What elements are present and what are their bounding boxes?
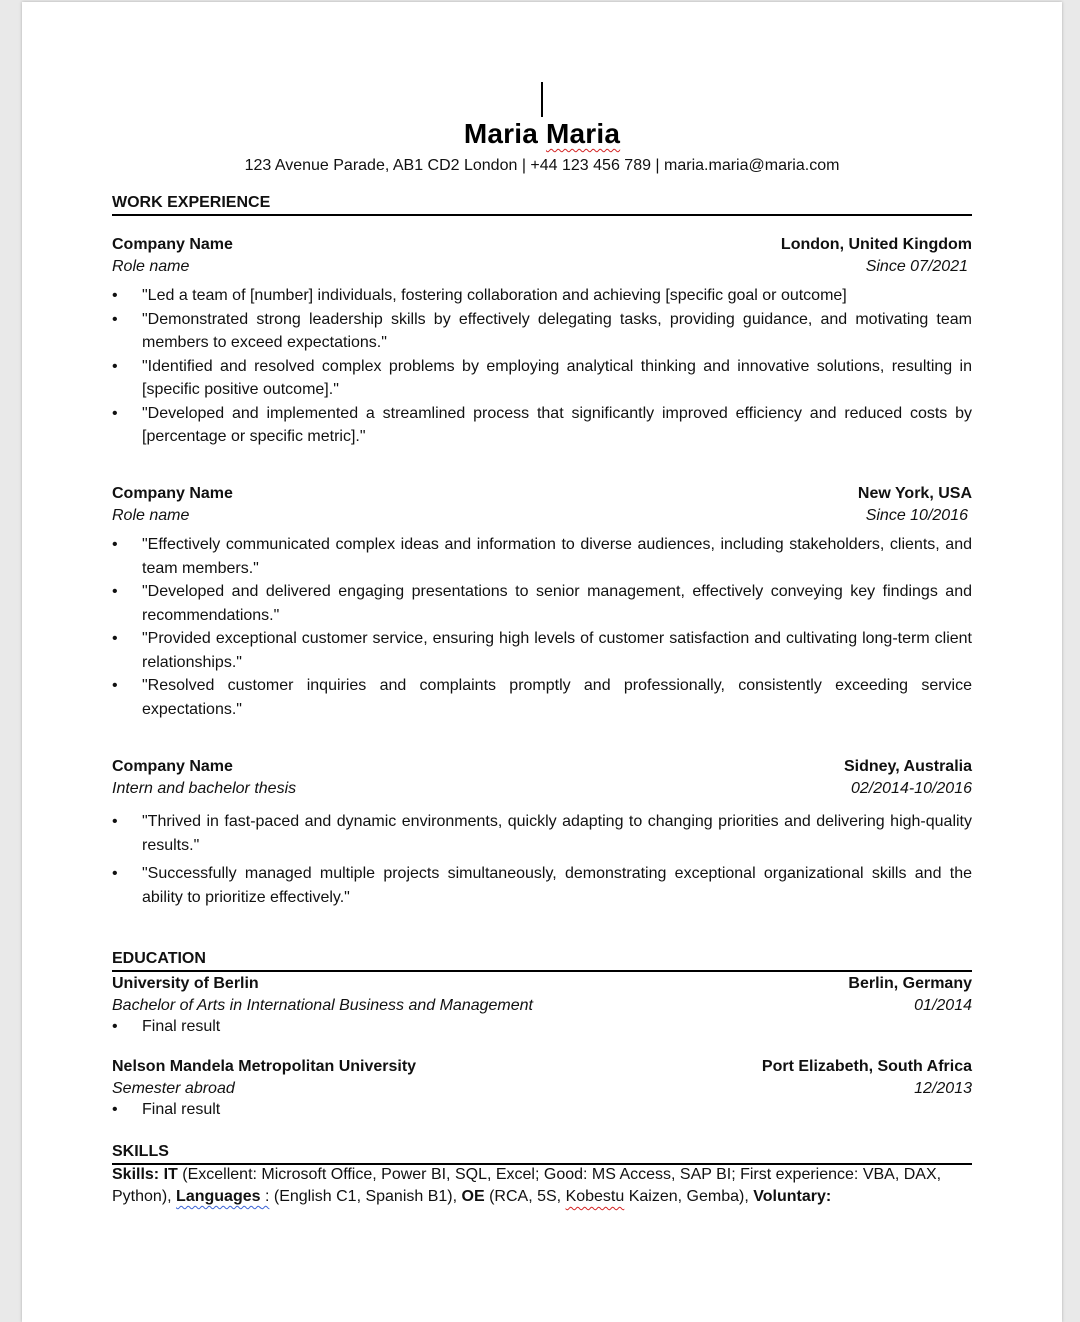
job-subheader [112,256,972,278]
school-subheader [112,995,972,1017]
section-title-skills: SKILLS [112,1143,972,1165]
job-role: Intern and bachelor thesis [112,780,297,797]
school-subheader [112,1078,972,1100]
name-first: Maria [463,118,538,149]
job-location: London, United Kingdom [780,236,972,253]
job-role: Role name [112,507,190,524]
skills-paragraph [112,1164,972,1208]
skills-it-label: IT [163,1166,178,1183]
job-bullets [112,284,972,449]
section-title-work: WORK EXPERIENCE [112,194,972,216]
job-header [112,756,972,778]
list-item: • Final result [112,1098,972,1122]
job-subheader [112,778,972,800]
school-location: Berlin, Germany [848,975,972,992]
name-last-spellcheck: Maria [545,118,621,149]
list-item: • "Provided exceptional customer service, ensuring high levels of customer satisfaction and cultivating long-term client relationships." [112,627,972,674]
contact-line: 123 Avenue Parade, AB1 CD2 London | +44 123 456 789 | maria.maria@maria.com [244,157,840,174]
skills-oe-text-b: Kaizen, Gemba), [628,1188,749,1205]
list-item: • "Developed and delivered engaging presentations to senior management, effectively conveying key findings and recommendations." [112,580,972,627]
job-bullets [112,810,972,910]
school-bullets [112,1015,972,1039]
job-location: Sidney, Australia [843,758,972,775]
school-date: 01/2014 [914,997,972,1014]
job-company: Company Name [112,758,233,775]
job-dates: Since 10/2016 [865,507,968,524]
list-item: • "Successfully managed multiple projects simultaneously, demonstrating exceptional organizational skills and the ability to prioritize effectively." [112,862,972,910]
job-company: Company Name [112,236,233,253]
school-location: Port Elizabeth, South Africa [761,1058,972,1075]
job-subheader [112,505,972,527]
list-item: • "Developed and implemented a streamlined process that significantly improved efficiency and reduced costs by [percentage or specific metric]." [112,402,972,449]
job-bullets [112,533,972,721]
school-bullets [112,1098,972,1122]
list-item: • "Led a team of [number] individuals, fostering collaboration and achieving [specific goal or outcome] [112,284,972,308]
school-degree: Bachelor of Arts in International Business and Management [112,997,533,1014]
list-item: • "Identified and resolved complex problems by employing analytical thinking and innovative solutions, resulting in [specific positive outcome]." [112,355,972,402]
school-header [112,1056,972,1078]
school-name: University of Berlin [112,975,259,992]
skills-languages-text: (English C1, Spanish B1), [273,1188,458,1205]
job-header [112,483,972,505]
school-header [112,973,972,995]
document-page[interactable] [22,2,1062,1322]
list-item: • Final result [112,1015,972,1039]
list-item: • "Demonstrated strong leadership skills by effectively delegating tasks, providing guidance, and motivating team members to exceed expectations." [112,308,972,355]
section-title-education: EDUCATION [112,950,972,972]
list-item: • "Effectively communicated complex ideas and information to diverse audiences, including stakeholders, clients, and team members." [112,533,972,580]
skills-languages-sep: : [260,1188,270,1205]
skills-it-text: (Excellent: Microsoft Office, Power BI, SQL, Excel; Good: MS Access, SAP BI; First experience: VBA, DAX, Python), [112,1166,942,1205]
skills-oe-text-a: (RCA, 5S, [489,1188,562,1205]
job-location: New York, USA [857,485,972,502]
list-item: • "Thrived in fast-paced and dynamic environments, quickly adapting to changing priorities and delivering high-quality results." [112,810,972,858]
job-dates: 02/2014-10/2016 [851,780,972,797]
job-header [112,234,972,256]
job-company: Company Name [112,485,233,502]
job-role: Role name [112,258,190,275]
skills-languages-label: Languages [176,1188,261,1205]
skills-voluntary-label: Voluntary: [753,1188,832,1205]
skills-label: Skills: [112,1166,160,1183]
list-item: • "Resolved customer inquiries and complaints promptly and professionally, consistently exceeding service expectations." [112,674,972,721]
skills-oe-label: OE [461,1188,485,1205]
job-dates: Since 07/2021 [865,258,968,275]
school-degree: Semester abroad [112,1080,235,1097]
skills-oe-spellcheck: Kobestu [565,1188,625,1205]
school-date: 12/2013 [914,1080,972,1097]
resume-name [22,118,1062,150]
school-name: Nelson Mandela Metropolitan University [112,1058,417,1075]
text-cursor [541,82,543,117]
